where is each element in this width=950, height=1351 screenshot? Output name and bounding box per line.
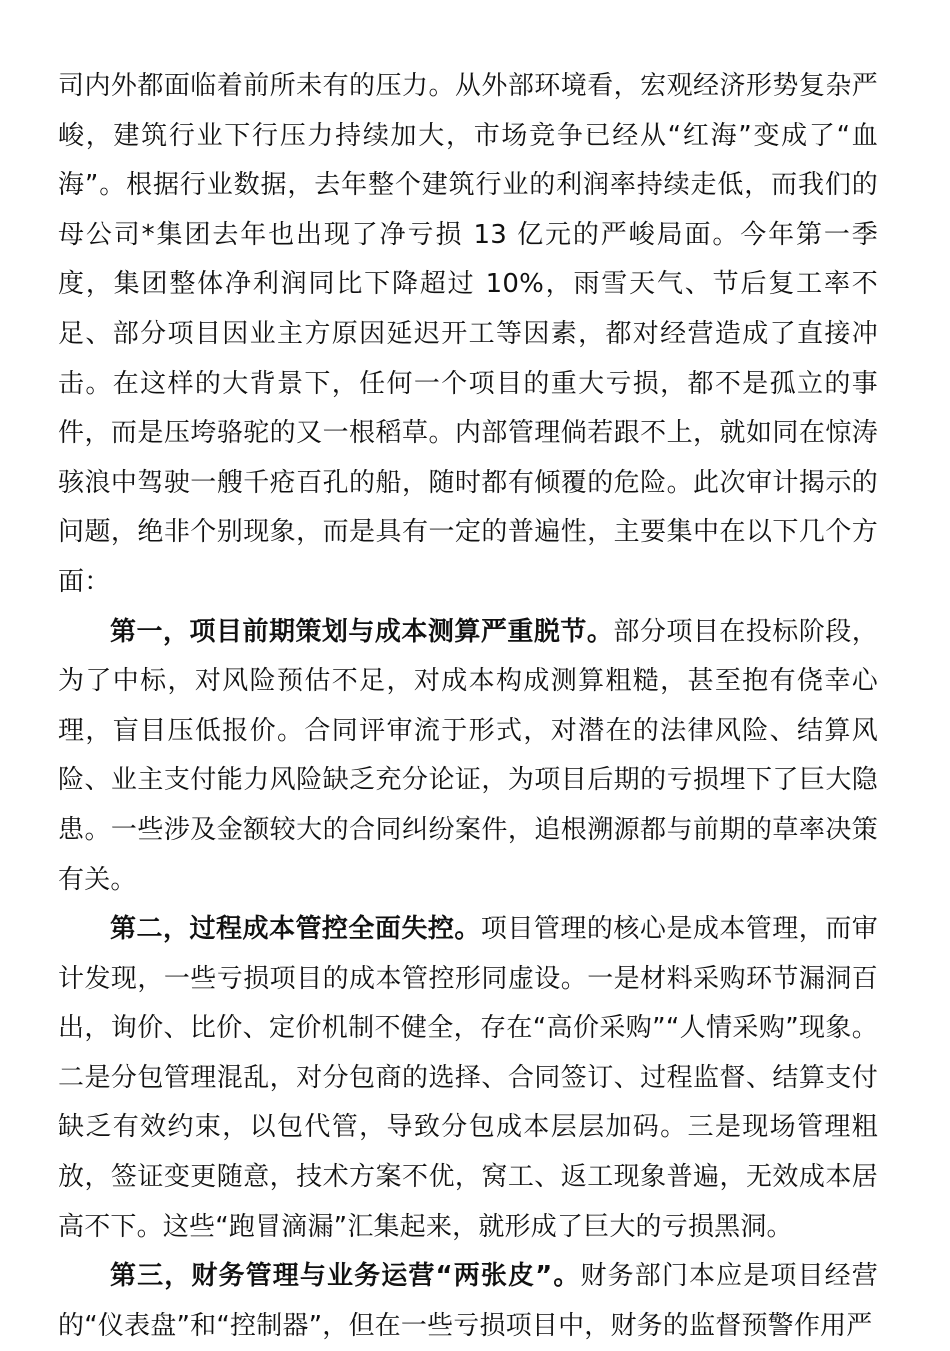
paragraph-text: 项目管理的核心是成本管理，而审计发现，一些亏损项目的成本管控形同虚设。一是材料采购环节漏洞百出，询价、比价、定价机制不健全，存在“高价采购”“人情采购”现象。二是分包管理混乱，对分包商的选择、合同签订、过程监督、结算支付缺乏有效约束，以包代管，导致分包成本层层加码。三是现场管理粗放，签证变更随意，技术方案不优，窝工、返工现象普遍，无效成本居高不下。这些“跑冒滴漏”汇集起来，就形成了巨大的亏损黑洞。 bbox=[58, 914, 878, 1242]
paragraph-point-two bbox=[58, 905, 878, 1252]
paragraph-text: 财务部门本应是项目经营的“仪表盘”和“控制器”，但在一些亏损项目中，财务的监督预警作用严 bbox=[58, 1261, 879, 1341]
paragraph-heading: 第三，财务管理与业务运营“两张皮”。 bbox=[110, 1261, 581, 1292]
paragraph-point-three bbox=[58, 1252, 878, 1351]
document-body bbox=[58, 62, 878, 1351]
paragraph-point-one bbox=[58, 608, 878, 906]
paragraph-text: 部分项目在投标阶段，为了中标，对风险预估不足，对成本构成测算粗糙，甚至抱有侥幸心理，盲目压低报价。合同评审流于形式，对潜在的法律风险、结算风险、业主支付能力风险缺乏充分论证，为项目后期的亏损埋下了巨大隐患。一些涉及金额较大的合同纠纷案件，追根溯源都与前期的草率决策有关。 bbox=[58, 616, 878, 895]
paragraph-text: 司内外都面临着前所未有的压力。从外部环境看，宏观经济形势复杂严峻，建筑行业下行压力持续加大，市场竞争已经从“红海”变成了“血海”。根据行业数据，去年整个建筑行业的利润率持续走低，而我们的母公司*集团去年也出现了净亏损 13 亿元的严峻局面。今年第一季度，集团整体净利润同比下降超过 10%，雨雪天气、节后复工率不足、部分项目因业主方原因延迟开工等因素，都对经营造成了直接冲击。在这样的大背景下，任何一个项目的重大亏损，都不是孤立的事件，而是压垮骆驼的又一根稻草。内部管理倘若跟不上，就如同在惊涛骇浪中驾驶一艘千疮百孔的船，随时都有倾覆的危险。此次审计揭示的问题，绝非个别现象，而是具有一定的普遍性，主要集中在以下几个方面： bbox=[58, 71, 878, 597]
paragraph-heading: 第一，项目前期策划与成本测算严重脱节。 bbox=[110, 616, 614, 647]
paragraph-heading: 第二，过程成本管控全面失控。 bbox=[110, 914, 481, 945]
paragraph-intro bbox=[58, 62, 878, 608]
